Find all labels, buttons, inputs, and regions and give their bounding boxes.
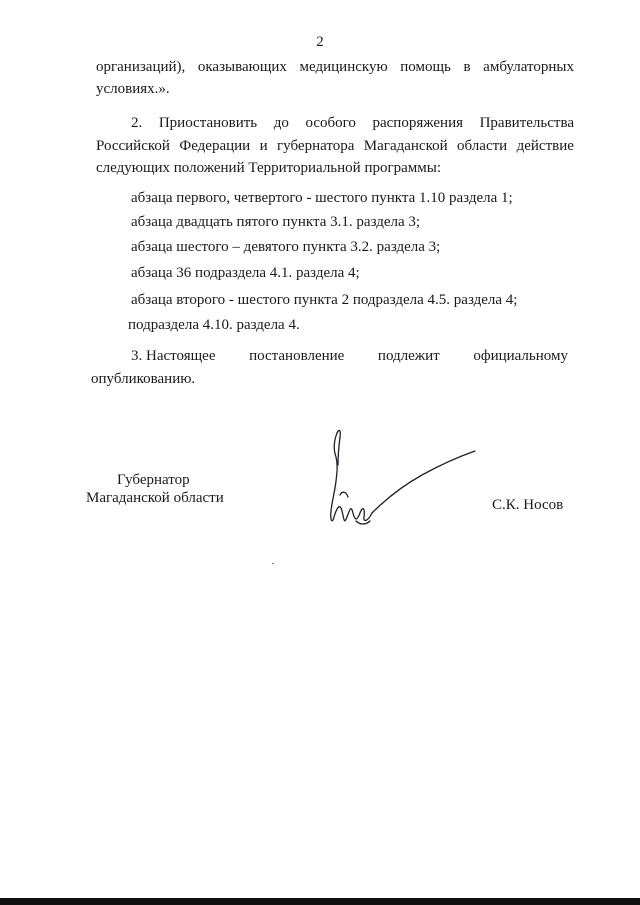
scan-bottom-edge <box>0 898 640 905</box>
word: Правительства <box>479 115 574 131</box>
scan-speck <box>272 563 274 564</box>
word: амбулаторных <box>483 59 574 75</box>
continuation-line-2: условиях.». <box>96 81 170 97</box>
paragraph-2-line-3: следующих положений Территориальной программы: <box>96 160 442 176</box>
word: официальному <box>473 348 568 364</box>
signatory-position-line-1: Губернатор <box>117 472 190 488</box>
list-item: абзаца двадцать пятого пункта 3.1. раздела 3; <box>131 214 421 230</box>
list-item: абзаца 36 подраздела 4.1. раздела 4; <box>131 265 360 281</box>
list-item: абзаца шестого – девятого пункта 3.2. раздела 3; <box>131 239 441 255</box>
word: 3. Настоящее <box>131 348 216 364</box>
word: области <box>457 138 508 154</box>
word: в <box>463 59 471 75</box>
signatory-name: С.К. Носов <box>492 497 564 513</box>
list-item: абзаца первого, четвертого - шестого пункта 1.10 раздела 1; <box>131 190 513 206</box>
word: помощь <box>400 59 451 75</box>
word: Российской <box>96 138 170 154</box>
word: действие <box>516 138 574 154</box>
word: постановление <box>249 348 345 364</box>
page-number: 2 <box>316 34 324 50</box>
paragraph-2-line-2 <box>96 137 574 155</box>
word: до <box>273 115 289 131</box>
paragraph-2-line-1 <box>131 114 574 132</box>
handwritten-signature <box>320 425 480 545</box>
list-item: абзаца второго - шестого пункта 2 подраздела 4.5. раздела 4; <box>131 292 518 308</box>
continuation-line-1 <box>96 58 574 76</box>
word: и <box>259 138 268 154</box>
word: распоряжения <box>372 115 464 131</box>
word: Федерации <box>179 138 251 154</box>
signatory-position-line-2: Магаданской области <box>86 490 224 506</box>
word: особого <box>305 115 356 131</box>
paragraph-3-line-1 <box>131 347 568 365</box>
word: губернатора <box>277 138 355 154</box>
word: медицинскую <box>299 59 388 75</box>
word: организаций), <box>96 59 186 75</box>
word: оказывающих <box>197 59 287 75</box>
word: 2. <box>131 115 143 131</box>
word: подлежит <box>377 348 440 364</box>
list-item: подраздела 4.10. раздела 4. <box>128 317 300 333</box>
word: Магаданской <box>363 138 448 154</box>
paragraph-3-line-2: опубликованию. <box>91 371 196 387</box>
word: Приостановить <box>158 115 258 131</box>
